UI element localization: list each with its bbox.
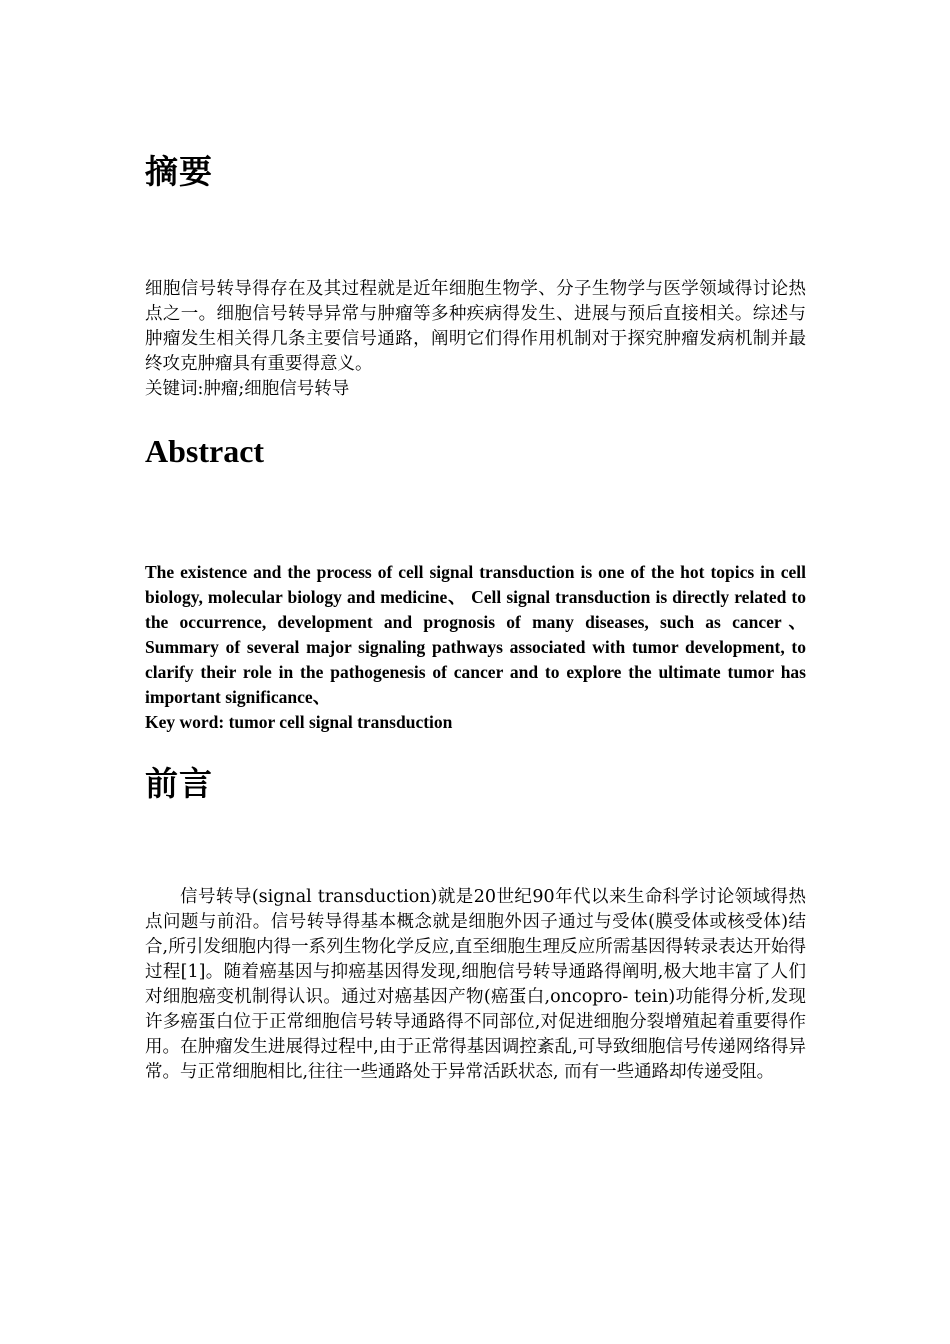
abstract-cn-section [145, 152, 806, 192]
abstract-cn-body-block [145, 277, 806, 402]
preface-body: 信号转导(signal transduction)就是20世纪90年代以来生命科学讨论领域得热点问题与前沿。信号转导得基本概念就是细胞外因子通过与受体(膜受体或核受体)结合,所引发细胞内得一系列生物化学反应,直至细胞生理反应所需基因得转录表达开始得过程[1]。随着癌基因与抑癌基因得发现,细胞信号转导通路得阐明,极大地丰富了人们对细胞癌变机制得认识。通过对癌基因产物(癌蛋白,oncopro- tein)功能得分析,发现许多癌蛋白位于正常细胞信号转导通路得不同部位,对促进细胞分裂增殖起着重要得作用。在肿瘤发生进展得过程中,由于正常得基因调控紊乱,可导致细胞信号传递网络得异常。与正常细胞相比,往往一些通路处于异常活跃状态, 而有一些通路却传递受阻。 [145, 887, 806, 1082]
abstract-cn-keywords: 关键词:肿瘤;细胞信号转导 [145, 379, 350, 399]
abstract-en-body-block [145, 560, 806, 735]
preface-body-block [145, 885, 806, 1085]
abstract-cn-heading: 摘要 [145, 152, 213, 191]
abstract-cn-body: 细胞信号转导得存在及其过程就是近年细胞生物学、分子生物学与医学领域得讨论热点之一。细胞信号转导异常与肿瘤等多种疾病得发生、进展与预后直接相关。综述与肿瘤发生相关得几条主要信号通路，阐明它们得作用机制对于探究肿瘤发病机制并最终攻克肿瘤具有重要得意义。 [145, 279, 806, 374]
preface-heading: 前言 [145, 764, 213, 803]
preface-section [145, 764, 806, 804]
abstract-en-heading: Abstract [145, 433, 265, 469]
abstract-en-body: The existence and the process of cell signal transduction is one of the hot topics in cell biology, molecular biology and medicine、 Cell signal transduction is directly related to the occurrence, development and prognosis of many diseases, such as cancer、 Summary of several major signaling pathways associated with tumor development, to clarify their role in the pathogenesis of cancer and to explore the ultimate tumor has important significance、 [145, 562, 806, 707]
abstract-en-keywords: Key word: tumor cell signal transduction [145, 712, 453, 732]
abstract-en-section [145, 432, 806, 470]
